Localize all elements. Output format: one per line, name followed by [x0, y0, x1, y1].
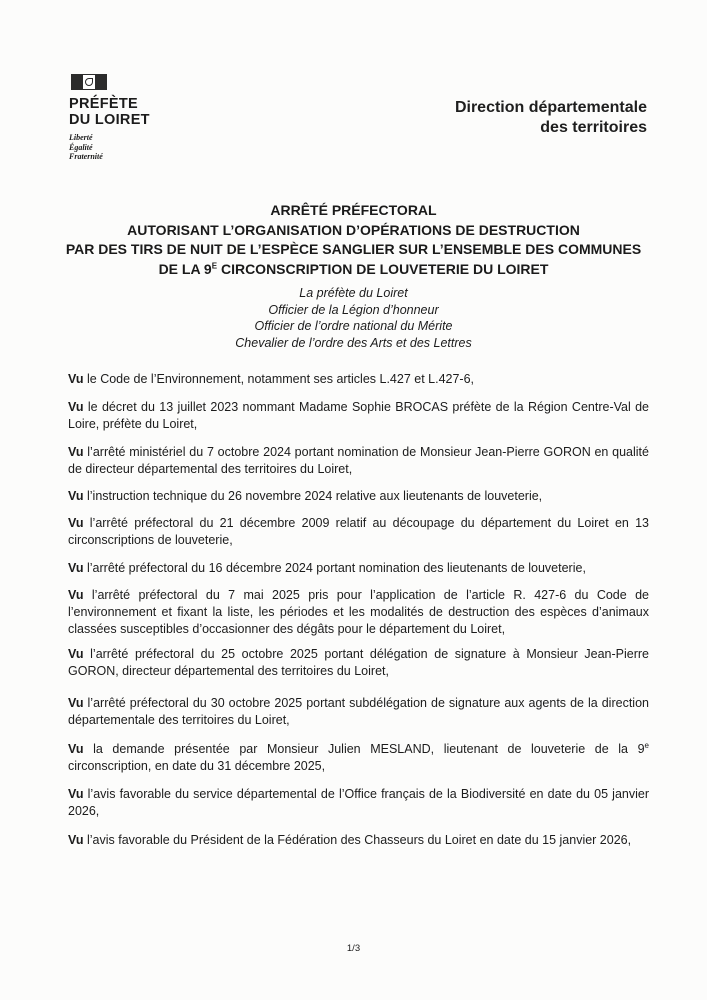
- consideration-item: Vu l’arrêté préfectoral du 21 décembre 2009 relatif au découpage du département du Loiret en 13 circonscriptions de louveterie,: [68, 516, 649, 547]
- page-number: 1/3: [346, 943, 361, 954]
- issuing-direction: Direction départementale des territoires: [454, 99, 647, 136]
- consideration-item: Vu le décret du 13 juillet 2023 nommant Madame Sophie BROCAS préfète de la Région Centre-Val de Loire, préfète du Loiret,: [68, 400, 649, 431]
- consideration-item: Vu l’arrêté préfectoral du 7 mai 2025 pris pour l’application de l’article R. 427-6 du Code de l’environnement et fixant la liste, les périodes et les modalités de destruction des espèces d’animaux classées susceptibles d’occasionner des dégâts pour le département du Loiret,: [68, 588, 649, 636]
- consideration-item: Vu la demande présentée par Monsieur Julien MESLAND, lieutenant de louveterie de la 9e circonscription, en date du 31 décembre 2025,: [68, 740, 649, 773]
- consideration-item: Vu le Code de l’Environnement, notamment ses articles L.427 et L.427-6,: [68, 372, 475, 386]
- consideration-item: Vu l’avis favorable du service départemental de l’Office français de la Biodiversité en date du 05 janvier 2026,: [68, 787, 649, 818]
- marianne-logo-icon: [71, 74, 107, 90]
- decree-title: ARRÊTÉ PRÉFECTORAL AUTORISANT L’ORGANISATION D’OPÉRATIONS DE DESTRUCTION PAR DES TIRS DE NUIT DE L’ESPÈCE SANGLIER SUR L’ENSEMBLE DES COMMUNES DE LA $9^E$ CIRCONSCRIPTION DE LOUVETERIE DU LOIRET: [65, 202, 642, 278]
- consideration-item: Vu l’arrêté ministériel du 7 octobre 2024 portant nomination de Monsieur Jean-Pierre GORON en qualité de directeur départemental des territoires du Loiret,: [68, 445, 649, 476]
- consideration-item: Vu l’arrêté préfectoral du 16 décembre 2024 portant nomination des lieutenants de louveterie,: [68, 561, 586, 575]
- prefecture-logo-block: [69, 74, 189, 162]
- consideration-item: Vu l’instruction technique du 26 novembre 2024 relative aux lieutenants de louveterie,: [68, 489, 543, 503]
- consideration-item: Vu l’avis favorable du Président de la Fédération des Chasseurs du Loiret en date du 15 janvier 2026,: [68, 833, 632, 847]
- signing-authority: La préfète du Loiret Officier de la Légion d’honneur Officier de l’ordre national du Mérite Chevalier de l’ordre des Arts et des Lettres: [235, 286, 472, 350]
- republic-motto: Liberté Égalité Fraternité: [69, 133, 103, 161]
- consideration-item: Vu l’arrêté préfectoral du 25 octobre 2025 portant délégation de signature à Monsieur Jean-Pierre GORON, directeur départemental des territoires du Loiret,: [68, 647, 649, 678]
- consideration-item: Vu l’arrêté préfectoral du 30 octobre 2025 portant subdélégation de signature aux agents de la direction départementale des territoires du Loiret,: [68, 696, 649, 727]
- prefecture-name: PRÉFÈTE DU LOIRET: [69, 96, 150, 128]
